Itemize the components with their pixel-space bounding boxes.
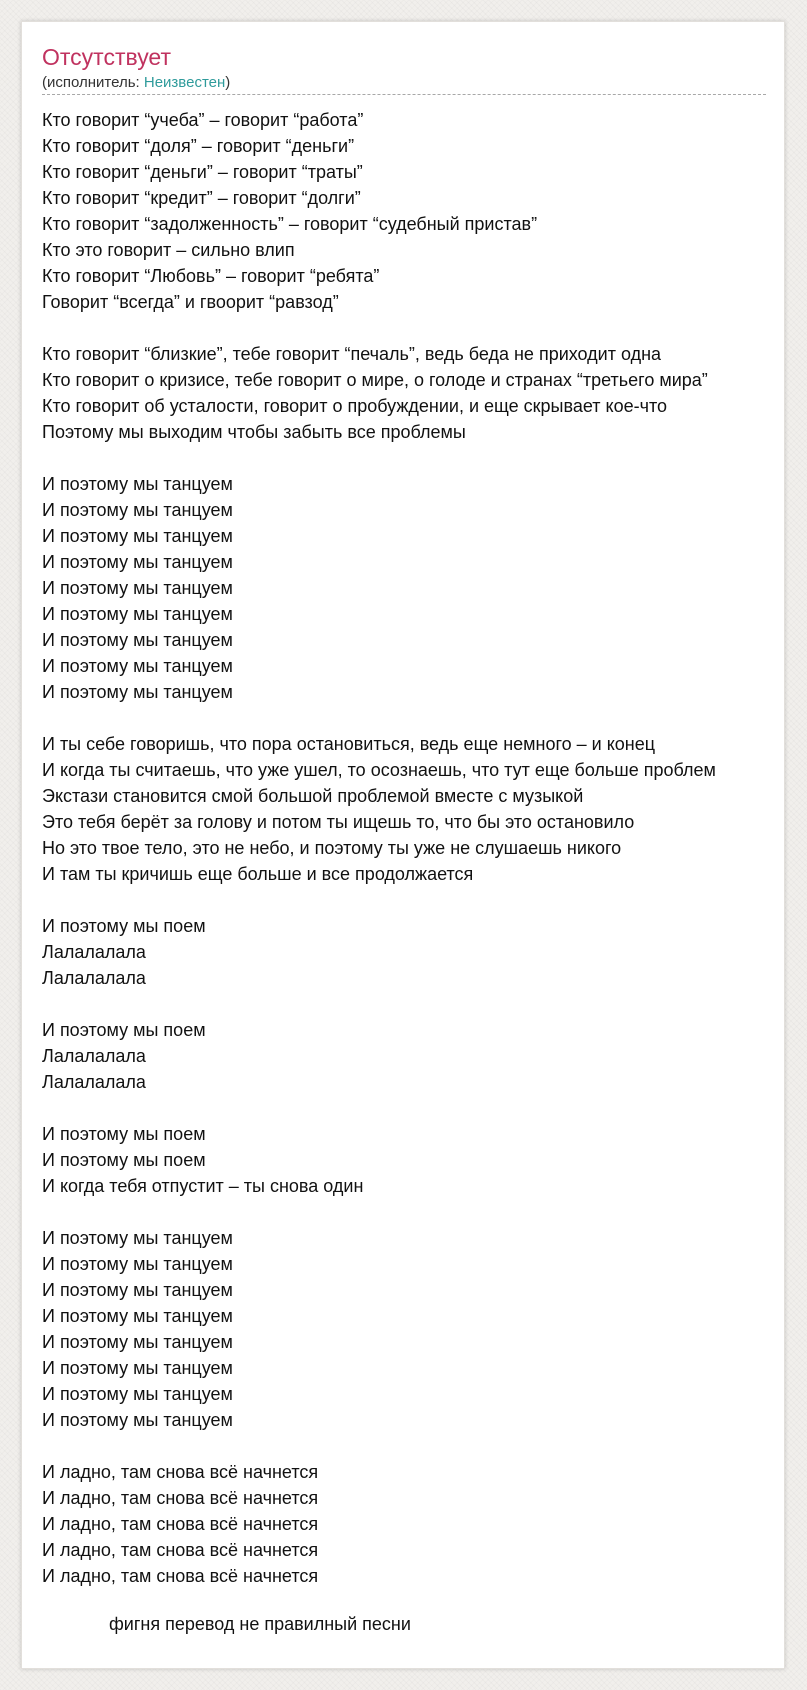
lyrics-stanza [42, 471, 784, 705]
lyric-line: И поэтому мы танцуем [42, 500, 233, 520]
lyric-line: И поэтому мы поем [42, 1124, 206, 1144]
lyric-line: Поэтому мы выходим чтобы забыть все проблемы [42, 422, 466, 442]
artist-line [42, 74, 766, 92]
lyrics-stanza [42, 1225, 784, 1433]
lyric-line: Лалалалала [42, 1072, 146, 1092]
lyric-line: И когда тебя отпустит – ты снова один [42, 1176, 364, 1196]
lyrics-body [42, 107, 784, 1615]
lyric-line: Лалалалала [42, 942, 146, 962]
lyric-line: И ладно, там снова всё начнется [42, 1514, 319, 1534]
lyric-line: И поэтому мы танцуем [42, 656, 233, 676]
artist-suffix: ) [225, 74, 231, 91]
lyric-line: Это тебя берёт за голову и потом ты ищешь то, что бы это остановило [42, 812, 635, 832]
lyric-line: И ладно, там снова всё начнется [42, 1566, 319, 1586]
lyric-line: Лалалалала [42, 1046, 146, 1066]
lyric-line: И поэтому мы поем [42, 916, 206, 936]
lyric-line: Кто говорит “Любовь” – говорит “ребята” [42, 266, 380, 286]
lyric-line: И поэтому мы танцуем [42, 1358, 233, 1378]
lyrics-stanza [42, 1459, 784, 1589]
lyric-line: И поэтому мы танцуем [42, 1306, 233, 1326]
lyric-line: И ладно, там снова всё начнется [42, 1462, 319, 1482]
lyric-line: И поэтому мы танцуем [42, 526, 233, 546]
lyric-line: И поэтому мы танцуем [42, 474, 233, 494]
artist-prefix: (исполнитель: [42, 74, 144, 91]
lyric-line: Кто говорит “кредит” – говорит “долги” [42, 188, 361, 208]
lyric-line: И поэтому мы танцуем [42, 604, 233, 624]
lyric-line: Кто это говорит – сильно влип [42, 240, 295, 260]
lyrics-stanza [42, 341, 784, 445]
header-divider [42, 94, 766, 95]
lyrics-stanza [42, 731, 784, 887]
lyric-line: Лалалалала [42, 968, 146, 988]
lyric-line: И поэтому мы танцуем [42, 1410, 233, 1430]
lyric-line: И когда ты считаешь, что уже ушел, то осознаешь, что тут еще больше проблем [42, 760, 716, 780]
lyric-line: И поэтому мы танцуем [42, 578, 233, 598]
lyric-line: И там ты кричишь еще больше и все продолжается [42, 864, 474, 884]
lyric-line: И ты себе говоришь, что пора остановиться, ведь еще немного – и конец [42, 734, 656, 754]
lyrics-stanza [42, 913, 784, 991]
lyric-line: И поэтому мы танцуем [42, 1254, 233, 1274]
lyric-line: Говорит “всегда” и гвоорит “равзод” [42, 292, 339, 312]
lyric-line: И ладно, там снова всё начнется [42, 1540, 319, 1560]
lyric-line: Кто говорит “деньги” – говорит “траты” [42, 162, 363, 182]
lyric-line: И поэтому мы танцуем [42, 1384, 233, 1404]
lyric-line: Кто говорит “задолженность” – говорит “судебный пристав” [42, 214, 538, 234]
lyric-line: Экстази становится смой большой проблемой вместе с музыкой [42, 786, 584, 806]
lyric-line: И поэтому мы поем [42, 1020, 206, 1040]
song-title: Отсутствует [42, 44, 171, 70]
lyric-line: Кто говорит “учеба” – говорит “работа” [42, 110, 364, 130]
lyric-line: Кто говорит “доля” – говорит “деньги” [42, 136, 355, 156]
lyric-line: И поэтому мы танцуем [42, 1228, 233, 1248]
lyrics-stanza [42, 107, 784, 315]
lyric-line: И поэтому мы танцуем [42, 630, 233, 650]
lyrics-card [21, 21, 785, 1669]
lyrics-stanza [42, 1017, 784, 1095]
artist-link[interactable]: Неизвестен [143, 74, 226, 91]
lyric-line: И поэтому мы танцуем [42, 1280, 233, 1300]
lyric-line: Кто говорит “близкие”, тебе говорит “печаль”, ведь беда не приходит одна [42, 344, 662, 364]
lyric-line: Но это твое тело, это не небо, и поэтому ты уже не слушаешь никого [42, 838, 622, 858]
song-header [42, 43, 766, 95]
lyric-line: И поэтому мы танцуем [42, 682, 233, 702]
lyric-line: Кто говорит о кризисе, тебе говорит о мире, о голоде и странах “третьего мира” [42, 370, 708, 390]
lyric-line: И поэтому мы танцуем [42, 1332, 233, 1352]
lyrics-stanza [42, 1121, 784, 1199]
lyric-line: Кто говорит об усталости, говорит о пробуждении, и еще скрывает кое-что [42, 396, 668, 416]
lyric-line: И ладно, там снова всё начнется [42, 1488, 319, 1508]
user-comment: фигня перевод не правилный песни [109, 1614, 411, 1634]
lyric-line: И поэтому мы танцуем [42, 552, 233, 572]
lyric-line: И поэтому мы поем [42, 1150, 206, 1170]
